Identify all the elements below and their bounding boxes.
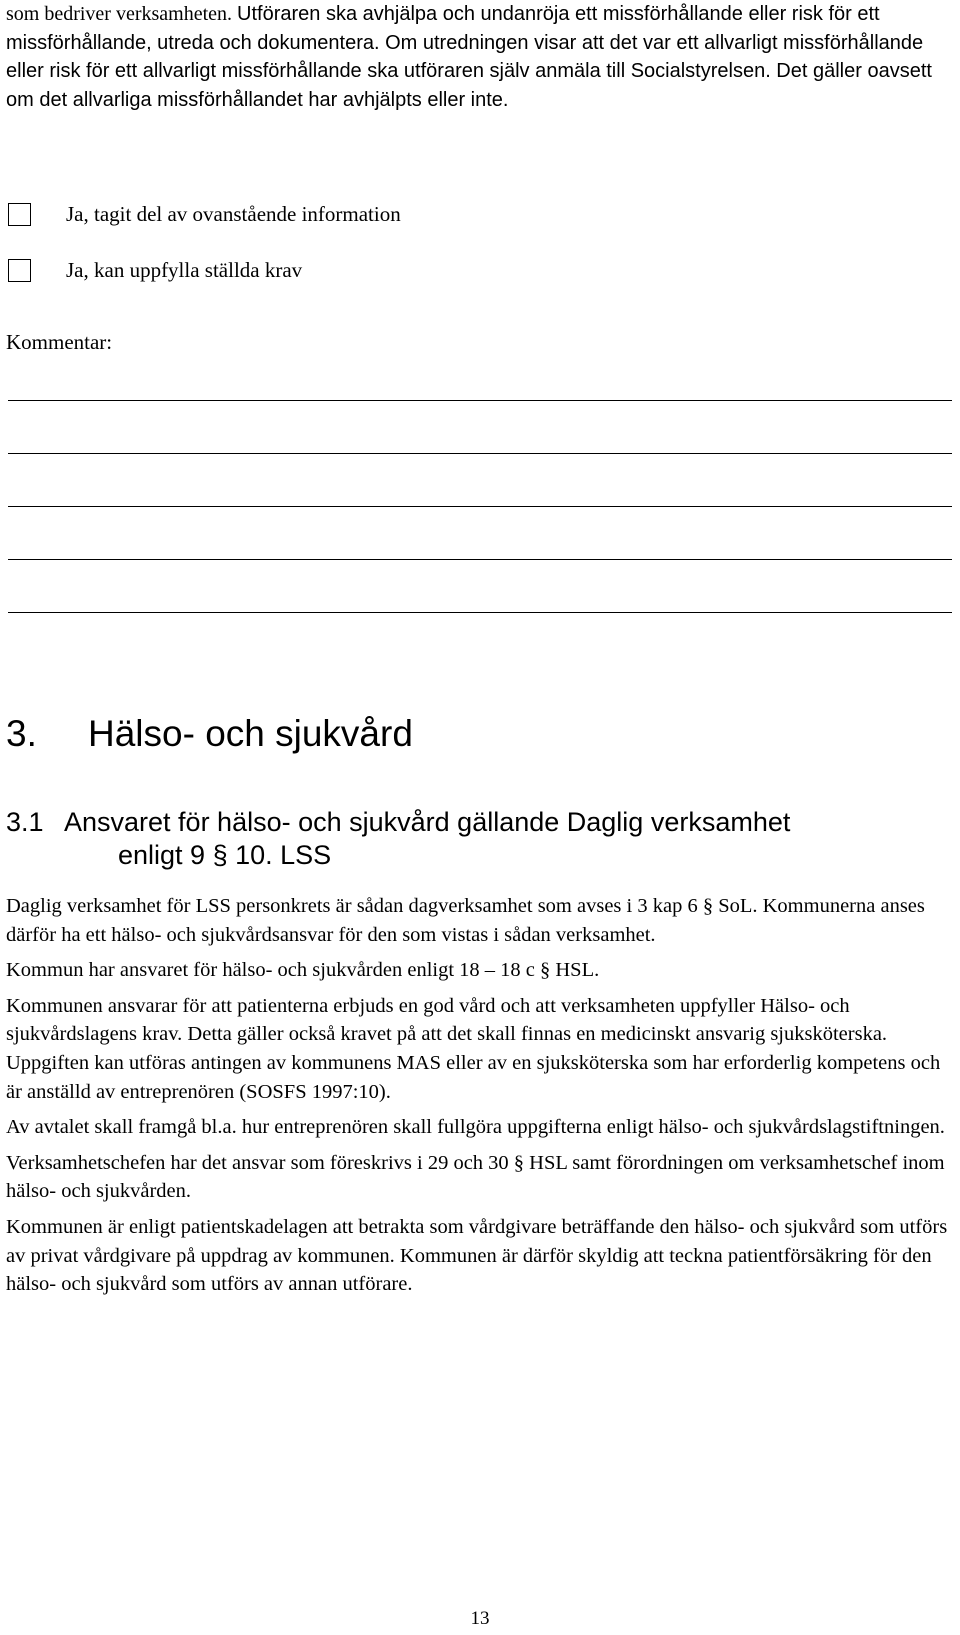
intro-sans-text: Utföraren ska avhjälpa och undanröja ett missförhållande eller risk för ett missförhållande, utreda och dokumentera. Om utredningen visar att det var ett allvarligt missförhållande eller risk för ett allvarligt missförhållande ska utföraren själv anmäla till Socialstyrelsen. Det gäller oavsett om det allvarliga missförhållandet har avhjälpts eller inte. [6, 3, 932, 111]
comment-line-3[interactable] [8, 506, 952, 507]
comment-line-5[interactable] [8, 612, 952, 613]
checkbox-row-informed[interactable] [8, 198, 401, 230]
checkbox-label-requirements: Ja, kan uppfylla ställda krav [66, 257, 303, 282]
comment-line-4[interactable] [8, 559, 952, 560]
section-number: 3. [6, 713, 37, 754]
body-text [6, 892, 956, 1306]
paragraph-2: Kommun har ansvaret för hälso- och sjukvården enligt 18 – 18 c § HSL. [6, 959, 600, 982]
subsection-heading [6, 806, 946, 872]
section-heading [6, 712, 413, 756]
paragraph-3: Kommunen ansvarar för att patienterna erbjuds en god vård och att verksamheten uppfyller Hälso- och sjukvårdslagens krav. Detta gäller också kravet på att det skall finnas en medicinskt ansvarig sjuksköterska. Uppgiften kan utföras antingen av kommunens MAS eller av en sjuksköterska som har erforderlig kompetens och är anställd av entreprenören (SOSFS 1997:10). [6, 994, 941, 1103]
intro-serif-start: som bedriver verksamheten. [6, 3, 238, 25]
paragraph-4: Av avtalet skall framgå bl.a. hur entreprenören skall fullgöra uppgifterna enligt hälso- och sjukvårdslagstiftningen. [6, 1116, 945, 1139]
subsection-number: 3.1 [6, 807, 44, 837]
subsection-title-line1: Ansvaret för hälso- och sjukvård gällande Daglig verksamhet [64, 807, 791, 837]
page-number: 13 [470, 1608, 490, 1629]
section-title: Hälso- och sjukvård [88, 713, 413, 754]
comment-label: Kommentar: [6, 330, 113, 354]
checkbox-label-informed: Ja, tagit del av ovanstående information [66, 201, 401, 226]
comment-line-2[interactable] [8, 453, 952, 454]
comment-line-1[interactable] [8, 400, 952, 401]
checkbox-informed[interactable] [8, 203, 31, 226]
paragraph-5: Verksamhetschefen har det ansvar som föreskrivs i 29 och 30 § HSL samt förordningen om verksamhetschef inom hälso- och sjukvården. [6, 1151, 945, 1203]
paragraph-1: Daglig verksamhet för LSS personkrets är sådan dagverksamhet som avses i 3 kap 6 § SoL. Kommunerna anses därför ha ett hälso- och sjukvårdsansvar för den som vistas i sådan verksamhet. [6, 895, 925, 946]
paragraph-6: Kommunen är enligt patientskadelagen att betrakta som vårdgivare beträffande den hälso- och sjukvård som utförs av privat vårdgivare på uppdrag av kommunen. Kommunen är därför skyldig att teckna patientförsäkring för den hälso- och sjukvård som utförs av annan utförare. [6, 1215, 948, 1296]
intro-paragraph [6, 0, 956, 114]
subsection-title-line2: enligt 9 § 10. LSS [118, 840, 332, 870]
checkbox-requirements[interactable] [8, 259, 31, 282]
checkbox-row-requirements[interactable] [8, 254, 302, 286]
